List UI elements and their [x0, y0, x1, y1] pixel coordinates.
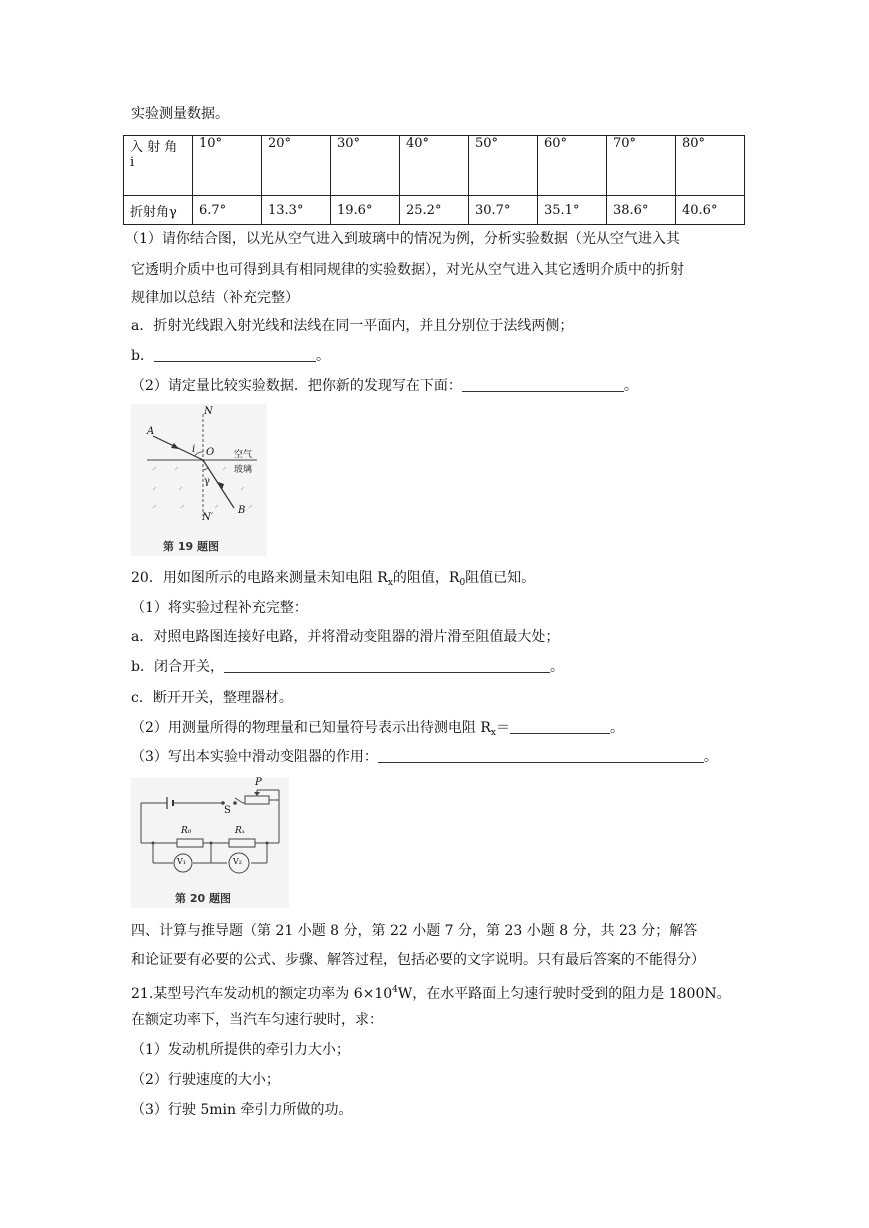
- table-cell: 19.6°: [331, 196, 400, 225]
- q20-a: a．对照电路图连接好电路，并将滑动变阻器的滑片滑至阻值最大处；: [131, 629, 560, 645]
- label-Rx: Rₓ: [235, 826, 245, 836]
- label-P: P: [255, 777, 262, 788]
- label-V2: V₂: [233, 857, 242, 866]
- section4-line1: 四、计算与推导题（第 21 小题 8 分，第 22 小题 7 分，第 23 小题 8 分，共 23 分；解答: [131, 923, 698, 939]
- label-B: B: [238, 505, 246, 516]
- table-cell: 25.2°: [400, 196, 469, 225]
- q21-line1: 21.某型号汽车发动机的额定功率为 $6\times 10^4W$，在水平路面上匀速行驶时受到的阻力是 1800N。: [131, 985, 731, 1002]
- answer-blank[interactable]: [224, 658, 550, 673]
- answer-blank[interactable]: [378, 748, 704, 763]
- label-S: S: [224, 805, 231, 816]
- q21-p3: （3）行驶 5min 牵引力所做的功。: [131, 1102, 353, 1118]
- q20-title: 20．用如图所示的电路来测量未知电阻 $R_x$的阻值，$R_0$阻值已知。: [131, 570, 536, 588]
- table-cell: 38.6°: [607, 196, 676, 225]
- table-cell: 20°: [262, 136, 331, 196]
- q19-p1-line3: 规律加以总结（补充完整）: [131, 290, 299, 306]
- q19-b: b． 。: [131, 348, 330, 364]
- table-cell: 13.3°: [262, 196, 331, 225]
- label-N: N: [204, 406, 213, 417]
- answer-blank[interactable]: [510, 719, 610, 734]
- table-header-incident: 入 射 角 i: [124, 136, 193, 196]
- refraction-figure: [131, 404, 267, 556]
- answer-blank[interactable]: [154, 347, 316, 362]
- q19-p2: （2）请定量比较实验数据．把你新的发现写在下面： 。: [131, 378, 638, 394]
- q19-p1-line1: （1）请你结合图，以光从空气进入到玻璃中的情况为例，分析实验数据（光从空气进入其: [125, 231, 680, 247]
- table-cell: 30°: [331, 136, 400, 196]
- label-i: i: [192, 444, 196, 455]
- table-cell: 50°: [469, 136, 538, 196]
- table-cell: 35.1°: [538, 196, 607, 225]
- table-cell: 70°: [607, 136, 676, 196]
- label-O: O: [206, 447, 215, 458]
- circuit-figure: [131, 778, 289, 908]
- q20-p3: （3）写出本实验中滑动变阻器的作用： 。: [131, 749, 718, 765]
- section4-line2: 和论证要有必要的公式、步骤、解答过程，包括必要的文字说明。只有最后答案的不能得分）: [131, 952, 705, 968]
- q20-b: b．闭合开关， 。: [131, 659, 564, 675]
- label-N-prime: N′: [202, 512, 214, 523]
- table-cell: 80°: [676, 136, 745, 196]
- label-air: 空气: [234, 450, 253, 460]
- q21-line2: 在额定功率下，当汽车匀速行驶时，求：: [131, 1012, 383, 1028]
- q19-a: a．折射光线跟入射光线和法线在同一平面内，并且分别位于法线两侧；: [131, 318, 574, 334]
- label-A: A: [147, 426, 155, 437]
- table-cell: 40.6°: [676, 196, 745, 225]
- q20-p2: （2）用测量所得的物理量和已知量符号表示出待测电阻 $R_x=$ 。: [131, 720, 624, 738]
- label-glass: 玻璃: [234, 465, 253, 475]
- q21-p2: （2）行驶速度的大小；: [131, 1072, 280, 1088]
- table-cell: 30.7°: [469, 196, 538, 225]
- label-V1: V₁: [177, 857, 186, 866]
- table-cell: 60°: [538, 136, 607, 196]
- q20-c: c．断开开关，整理器材。: [131, 690, 293, 706]
- figure-caption: 第 20 题图: [175, 892, 231, 905]
- q21-p1: （1）发动机所提供的牵引力大小；: [131, 1042, 350, 1058]
- intro-text: 实验测量数据。: [131, 106, 229, 122]
- q20-p1: （1）将实验过程补充完整：: [131, 600, 308, 616]
- data-table: [123, 135, 745, 225]
- table-cell: 40°: [400, 136, 469, 196]
- figure-caption: 第 19 题图: [163, 540, 219, 553]
- q19-p1-line2: 它透明介质中也可得到具有相同规律的实验数据），对光从空气进入其它透明介质中的折射: [131, 262, 684, 278]
- table-header-refracted: 折射角γ: [124, 196, 193, 225]
- label-R0: R₀: [181, 826, 192, 836]
- table-cell: 6.7°: [193, 196, 262, 225]
- label-gamma: γ: [204, 476, 210, 487]
- table-cell: 10°: [193, 136, 262, 196]
- answer-blank[interactable]: [462, 377, 624, 392]
